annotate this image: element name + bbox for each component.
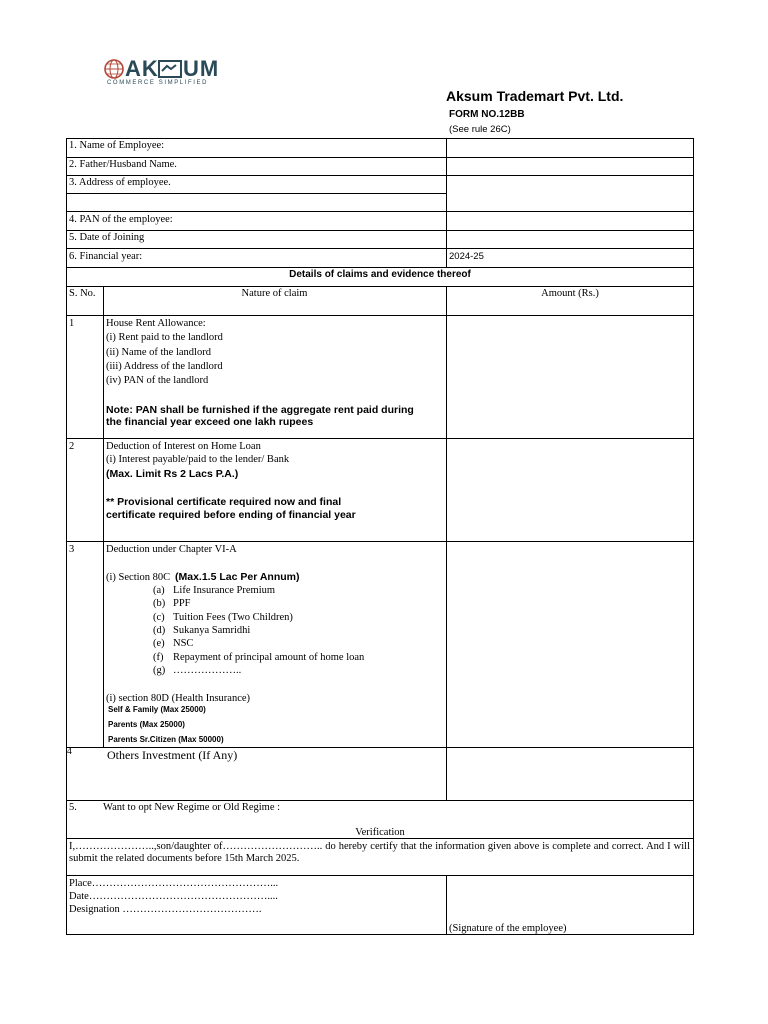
loan-heading: Deduction of Interest on Home Loan xyxy=(106,441,261,452)
others-label: Others Investment (If Any) xyxy=(107,748,238,762)
sec80c-item-value: Repayment of principal amount of home loan xyxy=(173,652,365,663)
financial-year-label: 6. Financial year: xyxy=(69,251,143,262)
loan-limit: (Max. Limit Rs 2 Lacs P.A.) xyxy=(106,468,239,480)
form-number: FORM NO.12BB xyxy=(449,109,525,120)
sec80c-item-key: (e) xyxy=(153,638,165,649)
sec80c-limit: (Max.1.5 Lac Per Annum) xyxy=(175,571,300,583)
loan-sno: 2 xyxy=(69,441,75,452)
father-name-label: 2. Father/Husband Name. xyxy=(69,159,177,170)
col-nature: Nature of claim xyxy=(241,288,308,299)
hra-item-address: (iii) Address of the landlord xyxy=(106,361,223,372)
handshake-icon xyxy=(158,59,182,79)
financial-year-value: 2024-25 xyxy=(449,251,484,262)
hra-item-rent: (i) Rent paid to the landlord xyxy=(106,332,223,343)
ch6a-heading: Deduction under Chapter VI-A xyxy=(106,544,237,555)
signature-label: (Signature of the employee) xyxy=(449,923,567,934)
regime-label: Want to opt New Regime or Old Regime : xyxy=(103,802,281,813)
hra-item-name: (ii) Name of the landlord xyxy=(106,347,211,358)
ch6a-sno: 3 xyxy=(69,544,75,555)
sec80c-item-value: NSC xyxy=(173,638,194,649)
col-sno: S. No. xyxy=(69,288,96,299)
hra-note-line1: Note: PAN shall be furnished if the aggregate rent paid during xyxy=(106,404,414,416)
sec80d-label: (i) section 80D (Health Insurance) xyxy=(106,693,251,704)
hra-heading: House Rent Allowance: xyxy=(106,318,206,329)
logo-brand-left: AK xyxy=(125,56,159,81)
loan-cert-line1: ** Provisional certificate required now and final xyxy=(106,496,342,508)
hra-item-pan: (iv) PAN of the landlord xyxy=(106,375,209,386)
date-field: Date…………………………………………….... xyxy=(69,891,278,902)
designation-field: Designation …………………………………. xyxy=(69,904,262,915)
col-amount: Amount (Rs.) xyxy=(541,288,599,299)
place-field: Place……………………………………………... xyxy=(69,878,279,889)
hra-note-line2: the financial year exceed one lakh rupees xyxy=(106,416,314,428)
loan-cert-line2: certificate required before ending of financial year xyxy=(106,509,356,521)
sec80d-self-family: Self & Family (Max 25000) xyxy=(108,705,206,714)
sec80c-item-value: ……………….. xyxy=(173,665,242,676)
company-name: Aksum Trademart Pvt. Ltd. xyxy=(446,88,624,104)
verification-title: Verification xyxy=(355,827,405,838)
loan-item-interest: (i) Interest payable/paid to the lender/ Bank xyxy=(106,454,290,465)
address-label: 3. Address of employee. xyxy=(69,177,171,188)
sec80c-item-key: (g) xyxy=(153,665,166,676)
sec80d-parents: Parents (Max 25000) xyxy=(108,720,185,729)
claims-title: Details of claims and evidence thereof xyxy=(289,269,471,280)
globe-icon xyxy=(103,58,125,80)
doj-label: 5. Date of Joining xyxy=(69,232,145,243)
hra-sno: 1 xyxy=(69,318,75,329)
logo-brand-right: UM xyxy=(183,56,220,81)
logo-tagline: COMMERCE SIMPLIFIED xyxy=(107,80,209,86)
sec80c-item-value: Life Insurance Premium xyxy=(173,585,276,596)
employee-name-label: 1. Name of Employee: xyxy=(69,140,165,151)
sec80d-parents-sr: Parents Sr.Citizen (Max 50000) xyxy=(108,735,224,744)
pan-label: 4. PAN of the employee: xyxy=(69,214,173,225)
sec80c-item-key: (a) xyxy=(153,585,165,596)
sec80c-item-value: PPF xyxy=(173,598,191,609)
sec80c-item-key: (b) xyxy=(153,598,166,609)
regime-sno: 5. xyxy=(69,802,77,813)
sec80c-item-value: Tuition Fees (Two Children) xyxy=(173,612,293,623)
verification-text: I,…………………..,son/daughter of……………………….. do hereby certify that the information given above is complete and correct. And I will submit the related documents before 15th March 2025. xyxy=(69,841,690,865)
sec80c-prefix: (i) Section 80C xyxy=(106,572,171,583)
sec80c-item-key: (f) xyxy=(153,652,164,663)
sec80c-item-key: (c) xyxy=(153,612,165,623)
company-logo xyxy=(103,56,228,90)
sec80c-item-value: Sukanya Samridhi xyxy=(173,625,251,636)
form-rule: (See rule 26C) xyxy=(449,124,511,135)
sec80c-item-key: (d) xyxy=(153,625,166,636)
others-sno: 4 xyxy=(67,747,72,757)
